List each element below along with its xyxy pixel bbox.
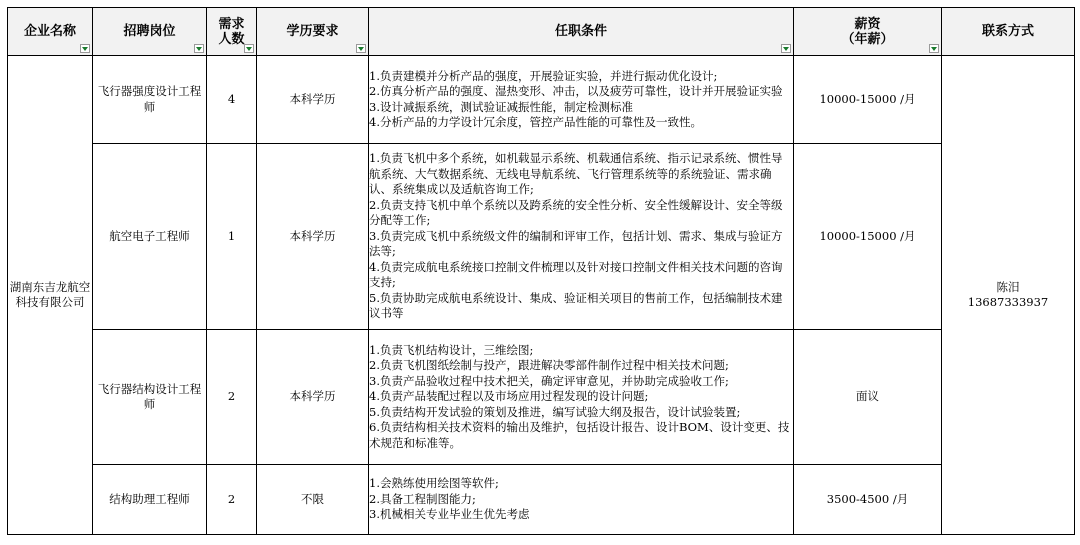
contact-name: 陈汨 [996,279,1020,294]
count-cell: 1 [207,144,257,330]
contact-cell [942,56,1075,535]
filter-dropdown-icon[interactable] [929,44,939,53]
requirement-line: 3.负责完成飞机中系统级文件的编制和评审工作，包括计划、需求、集成与验证方法等; [369,228,783,259]
header-position: 招聘岗位 [93,8,207,56]
filter-dropdown-icon[interactable] [356,44,366,53]
salary-cell: 面议 [794,330,942,465]
requirement-line: 3.机械相关专业毕业生优先考虑 [369,507,530,522]
header-contact: 联系方式 [942,8,1075,56]
table-row [8,144,1075,330]
requirement-line: 5.负责结构开发试验的策划及推进，编写试验大纲及报告，设计试验装置; [369,404,741,419]
education-cell: 本科学历 [257,56,369,144]
salary-cell: 3500-4500 /月 [794,465,942,535]
table-row [8,330,1075,465]
contact-phone: 13687333937 [967,295,1049,309]
requirement-line: 2.负责飞机图纸绘制与投产，跟进解决零部件制作过程中相关技术问题; [369,358,729,373]
requirement-line: 5.负责协助完成航电系统设计、集成、验证相关项目的售前工作，包括编制技术建议书等 [369,290,783,321]
requirement-line: 2.仿真分析产品的强度、湿热变形、冲击，以及疲劳可靠性，设计并开展验证实验 [369,84,783,98]
salary-cell: 10000-15000 /月 [794,144,942,330]
position-cell: 飞行器结构设计工程师 [93,330,207,465]
table-row [8,465,1075,535]
header-company: 企业名称 [8,8,93,56]
header-salary: 薪资 （年薪） [794,8,942,56]
requirements-cell [369,144,794,330]
header-education: 学历要求 [257,8,369,56]
count-cell: 2 [207,465,257,535]
requirement-line: 3.负责产品验收过程中技术把关，确定评审意见，并协助完成验收工作; [369,373,729,388]
header-requirements: 任职条件 [369,8,794,56]
requirement-line: 1.负责飞机中多个系统，如机载显示系统、机载通信系统、指示记录系统、惯性导航系统、大气数据系统、无线电导航系统、飞行管理系统等的系统验证、需求确认、系统集成以及适航咨询工作; [369,151,783,197]
count-cell: 4 [207,56,257,144]
requirement-line: 2.负责支持飞机中单个系统以及跨系统的安全性分析、安全性缓解设计、安全等级分配等工作; [369,197,783,228]
header-row [8,8,1075,56]
requirement-line: 1.负责飞机结构设计，三维绘图; [369,342,534,357]
requirement-line: 2.具备工程制图能力; [369,491,476,506]
education-cell: 本科学历 [257,144,369,330]
filter-dropdown-icon[interactable] [194,44,204,53]
requirements-cell [369,56,794,144]
education-cell: 不限 [257,465,369,535]
count-cell: 2 [207,330,257,465]
recruitment-table [7,7,1075,535]
position-cell: 结构助理工程师 [93,465,207,535]
filter-dropdown-icon[interactable] [80,44,90,53]
header-count: 需求 人数 [207,8,257,56]
company-cell: 湖南东吉龙航空科技有限公司 [8,56,93,535]
requirement-line: 3.设计减振系统，测试验证减振性能，制定检测标准 [369,99,633,114]
salary-cell: 10000-15000 /月 [794,56,942,144]
table-row [8,56,1075,144]
requirement-line: 1.会熟练使用绘图等软件; [369,476,499,491]
requirement-line: 1.负责建模并分析产品的强度，开展验证实验，并进行振动优化设计; [369,68,718,83]
requirements-cell [369,465,794,535]
requirement-line: 6.负责结构相关技术资料的输出及维护，包括设计报告、设计BOM、设计变更、技术规范和标准等。 [369,420,790,450]
requirement-line: 4.负责完成航电系统接口控制文件梳理以及针对接口控制文件相关技术问题的咨询支持; [369,259,783,290]
requirements-cell [369,330,794,465]
filter-dropdown-icon[interactable] [244,44,254,53]
requirement-line: 4.分析产品的力学设计冗余度，管控产品性能的可靠性及一致性。 [369,115,702,129]
position-cell: 航空电子工程师 [93,144,207,330]
position-cell: 飞行器强度设计工程师 [93,56,207,144]
filter-dropdown-icon[interactable] [781,44,791,53]
requirement-line: 4.负责产品装配过程以及市场应用过程发现的设计问题; [369,389,649,404]
education-cell: 本科学历 [257,330,369,465]
